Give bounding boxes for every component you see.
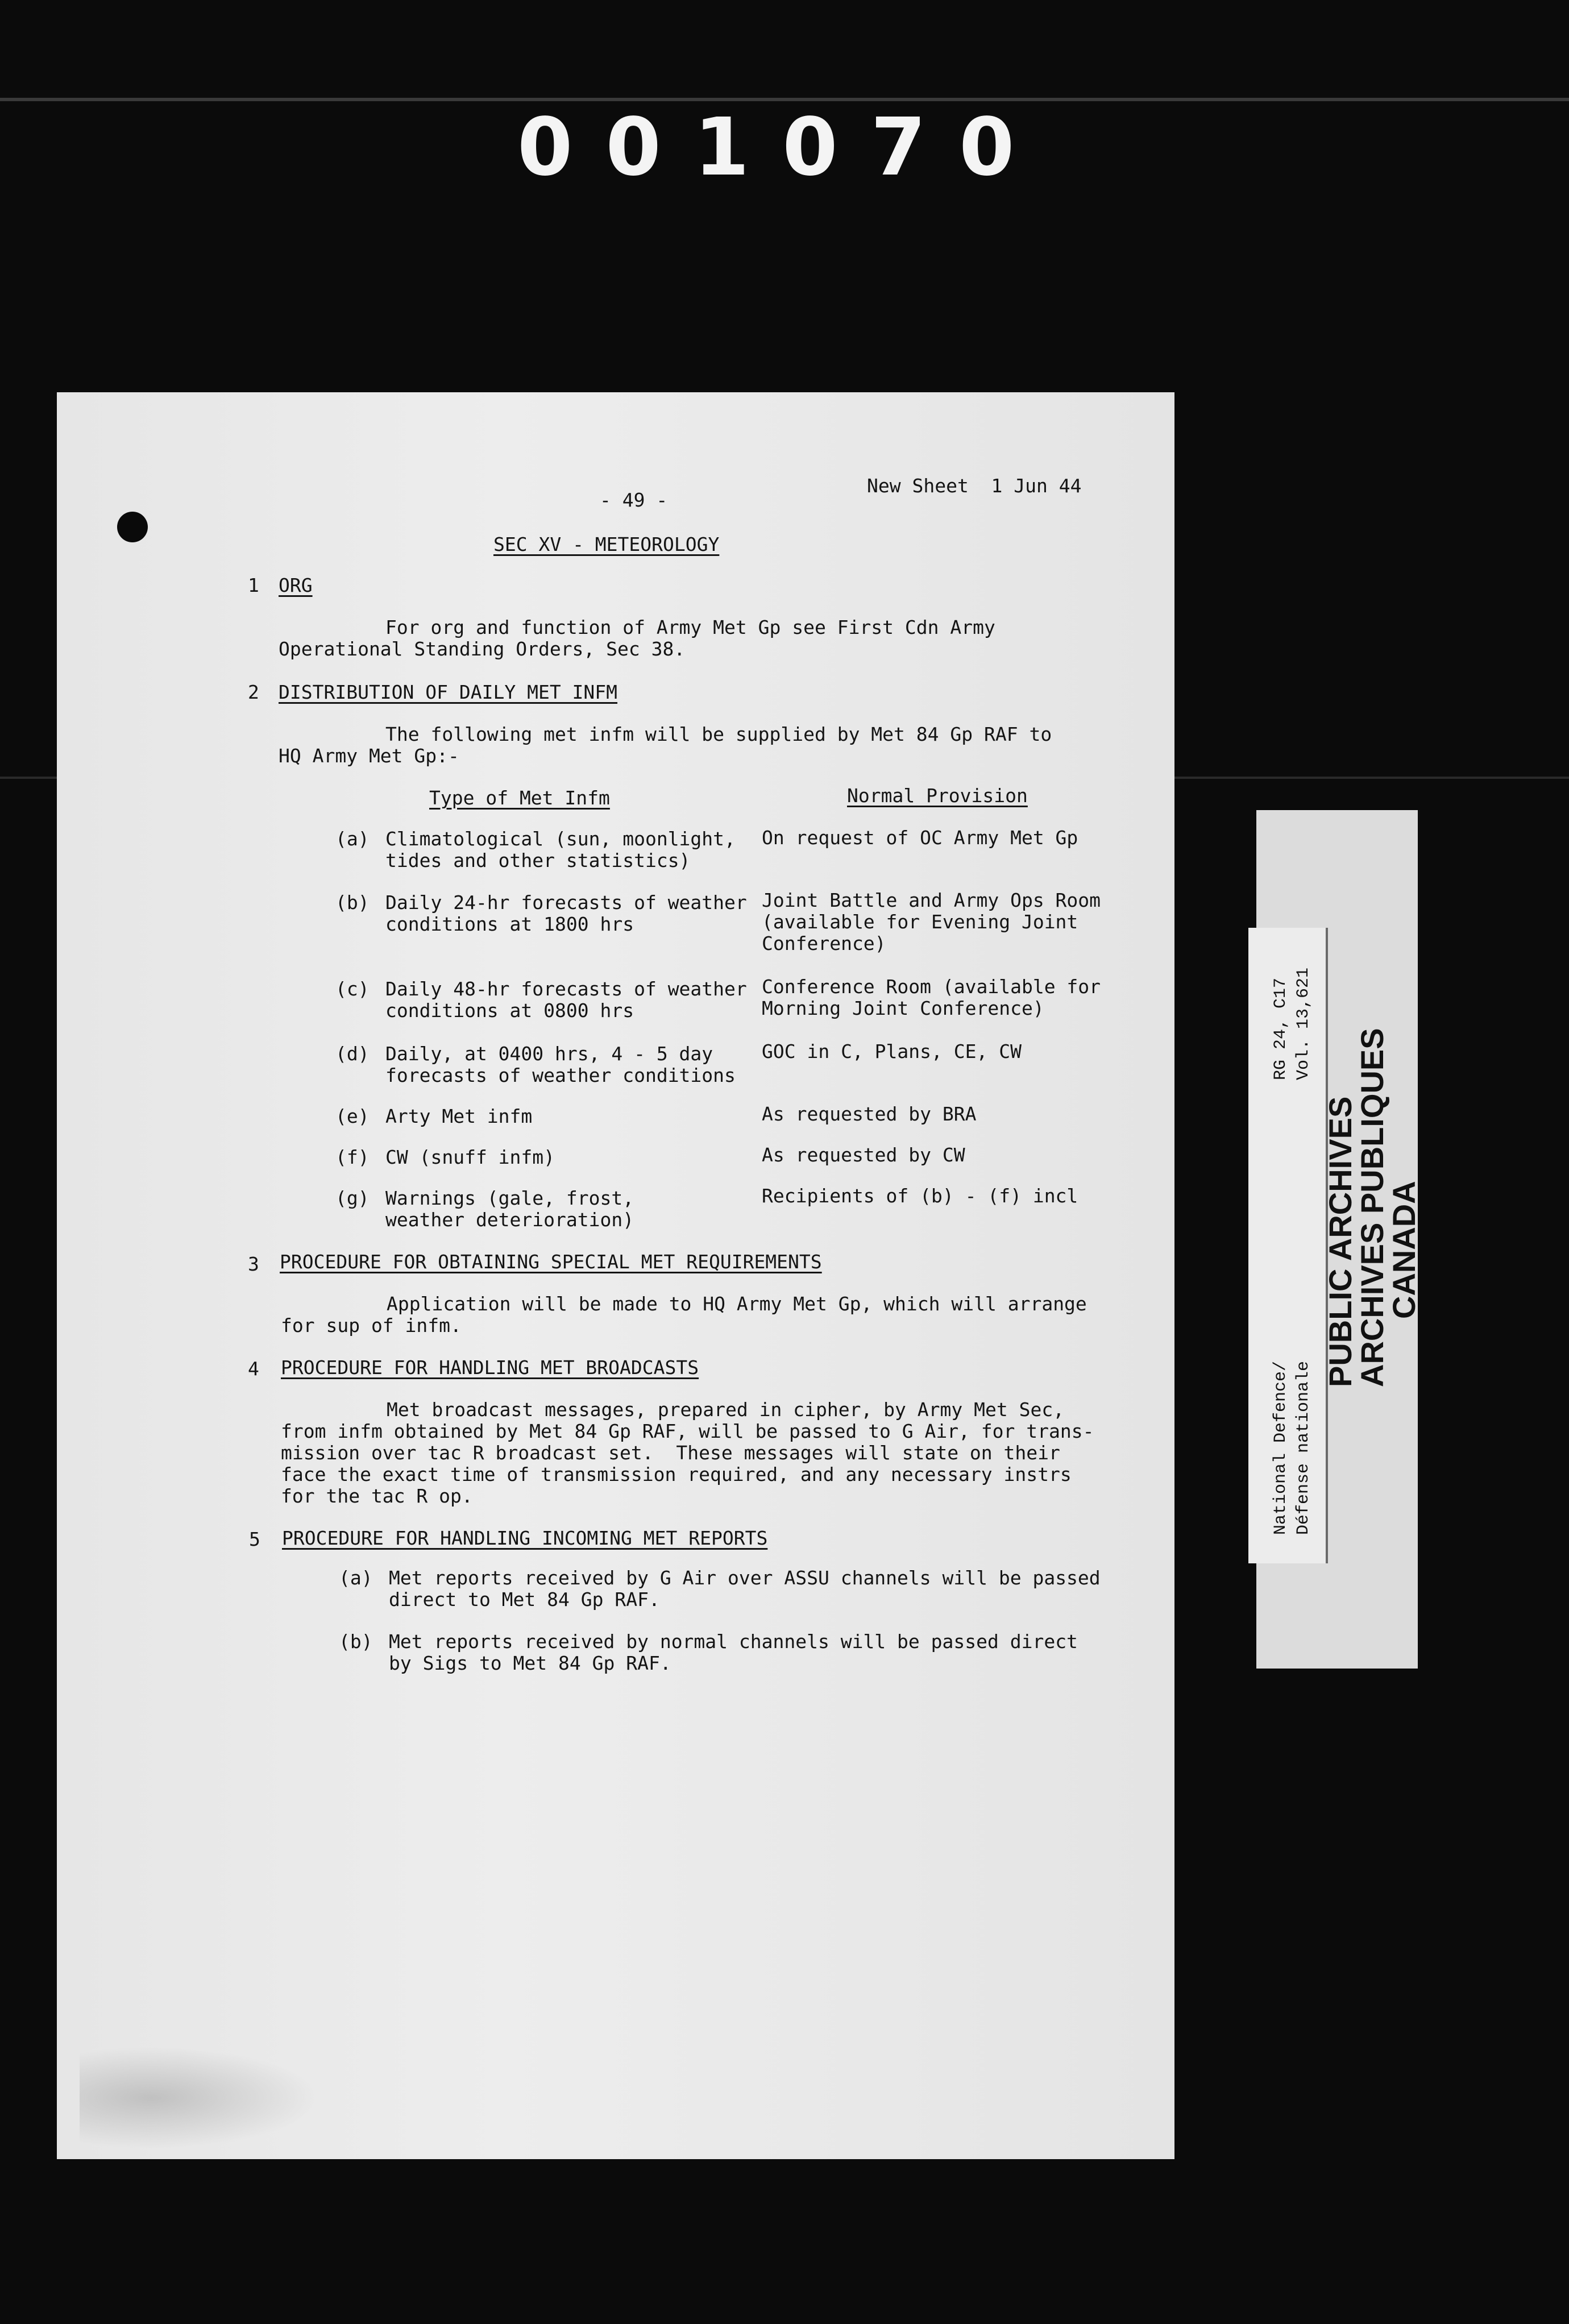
section-2-number: 2 <box>248 681 259 703</box>
table-cell-type: conditions at 1800 hrs <box>385 913 634 935</box>
section-5-heading: PROCEDURE FOR HANDLING INCOMING MET REPORTS <box>282 1527 768 1549</box>
section-1-heading: ORG <box>279 574 313 596</box>
section-3-heading: PROCEDURE FOR OBTAINING SPECIAL MET REQUIREMENTS <box>280 1251 822 1273</box>
table-cell-type: Climatological (sun, moonlight, <box>385 828 736 850</box>
section-4-text: from infm obtained by Met 84 Gp RAF, will be passed to G Air, for trans- <box>281 1420 1094 1442</box>
table-row-label: (d) <box>335 1043 370 1065</box>
archive-reference: Vol. 13,621 <box>1294 967 1313 1080</box>
table-row-label: (f) <box>335 1146 370 1168</box>
archive-stamp-line: CANADA <box>1386 1181 1422 1319</box>
section-4-text: for the tac R op. <box>281 1485 473 1507</box>
archive-stamp-line: PUBLIC ARCHIVES <box>1322 1096 1358 1387</box>
table-cell-type: Daily 48-hr forecasts of weather <box>385 978 747 1000</box>
table-cell-provision: (available for Evening Joint <box>762 911 1078 933</box>
table-cell-type: forecasts of weather conditions <box>385 1064 736 1086</box>
section-4-number: 4 <box>248 1358 259 1380</box>
section-2-text: HQ Army Met Gp:- <box>279 745 459 767</box>
table-cell-provision: On request of OC Army Met Gp <box>762 827 1078 849</box>
list-item-text: by Sigs to Met 84 Gp RAF. <box>389 1652 671 1674</box>
table-cell-provision: As requested by CW <box>762 1144 965 1166</box>
section-5-number: 5 <box>249 1528 260 1550</box>
section-1-text: For org and function of Army Met Gp see First Cdn Army <box>385 616 995 638</box>
table-cell-provision: Conference) <box>762 932 886 955</box>
column-header-type: Type of Met Infm <box>429 787 610 809</box>
section-3-text: Application will be made to HQ Army Met Gp, which will arrange <box>387 1293 1087 1315</box>
frame-number: 001070 <box>517 101 1048 194</box>
archive-dept-line: Défense nationale <box>1294 1360 1313 1535</box>
list-item-label: (b) <box>339 1630 373 1653</box>
table-cell-type: conditions at 0800 hrs <box>385 999 634 1022</box>
table-cell-type: weather deterioration) <box>385 1209 634 1231</box>
table-cell-type: CW (snuff infm) <box>385 1146 555 1168</box>
section-3-number: 3 <box>248 1253 259 1275</box>
table-row-label: (e) <box>335 1105 370 1127</box>
archive-stamp-line: ARCHIVES PUBLIQUES <box>1354 1028 1390 1387</box>
table-cell-provision: Morning Joint Conference) <box>762 997 1044 1019</box>
page-number: - 49 - <box>600 489 668 511</box>
list-item-text: direct to Met 84 Gp RAF. <box>389 1588 660 1611</box>
table-row-label: (b) <box>335 891 370 914</box>
section-1-number: 1 <box>248 574 259 596</box>
column-header-provision: Normal Provision <box>847 785 1028 807</box>
list-item-text: Met reports received by normal channels will be passed direct <box>389 1630 1078 1653</box>
table-cell-type: Daily, at 0400 hrs, 4 - 5 day <box>385 1043 713 1065</box>
table-cell-provision: GOC in C, Plans, CE, CW <box>762 1040 1022 1063</box>
punch-hole <box>117 512 148 542</box>
table-row-label: (g) <box>335 1187 370 1209</box>
section-4-heading: PROCEDURE FOR HANDLING MET BROADCASTS <box>281 1356 699 1379</box>
sheet-note: New Sheet 1 Jun 44 <box>867 475 1082 497</box>
section-4-text: mission over tac R broadcast set. These messages will state on their <box>281 1442 1060 1464</box>
table-cell-type: Warnings (gale, frost, <box>385 1187 634 1209</box>
page-smudge <box>80 2047 318 2149</box>
section-2-heading: DISTRIBUTION OF DAILY MET INFM <box>279 681 618 703</box>
archive-dept-line: National Defence/ <box>1271 1360 1290 1535</box>
section-2-text: The following met infm will be supplied by Met 84 Gp RAF to <box>385 723 1052 745</box>
table-row-label: (c) <box>335 978 370 1000</box>
list-item-label: (a) <box>339 1567 373 1589</box>
section-4-text: Met broadcast messages, prepared in cipher, by Army Met Sec, <box>387 1398 1065 1421</box>
table-cell-type: Daily 24-hr forecasts of weather <box>385 891 747 914</box>
table-row-label: (a) <box>335 828 370 850</box>
table-cell-provision: Recipients of (b) - (f) incl <box>762 1185 1078 1207</box>
list-item-text: Met reports received by G Air over ASSU channels will be passed <box>389 1567 1101 1589</box>
section-4-text: face the exact time of transmission required, and any necessary instrs <box>281 1463 1072 1485</box>
section-title: SEC XV - METEOROLOGY <box>493 533 720 555</box>
table-cell-type: Arty Met infm <box>385 1105 533 1127</box>
section-1-text: Operational Standing Orders, Sec 38. <box>279 638 686 660</box>
section-3-text: for sup of infm. <box>281 1314 462 1337</box>
table-cell-provision: As requested by BRA <box>762 1103 977 1125</box>
archive-reference: RG 24, C17 <box>1271 977 1290 1080</box>
table-cell-type: tides and other statistics) <box>385 849 691 872</box>
table-cell-provision: Joint Battle and Army Ops Room <box>762 889 1101 911</box>
table-cell-provision: Conference Room (available for <box>762 976 1101 998</box>
